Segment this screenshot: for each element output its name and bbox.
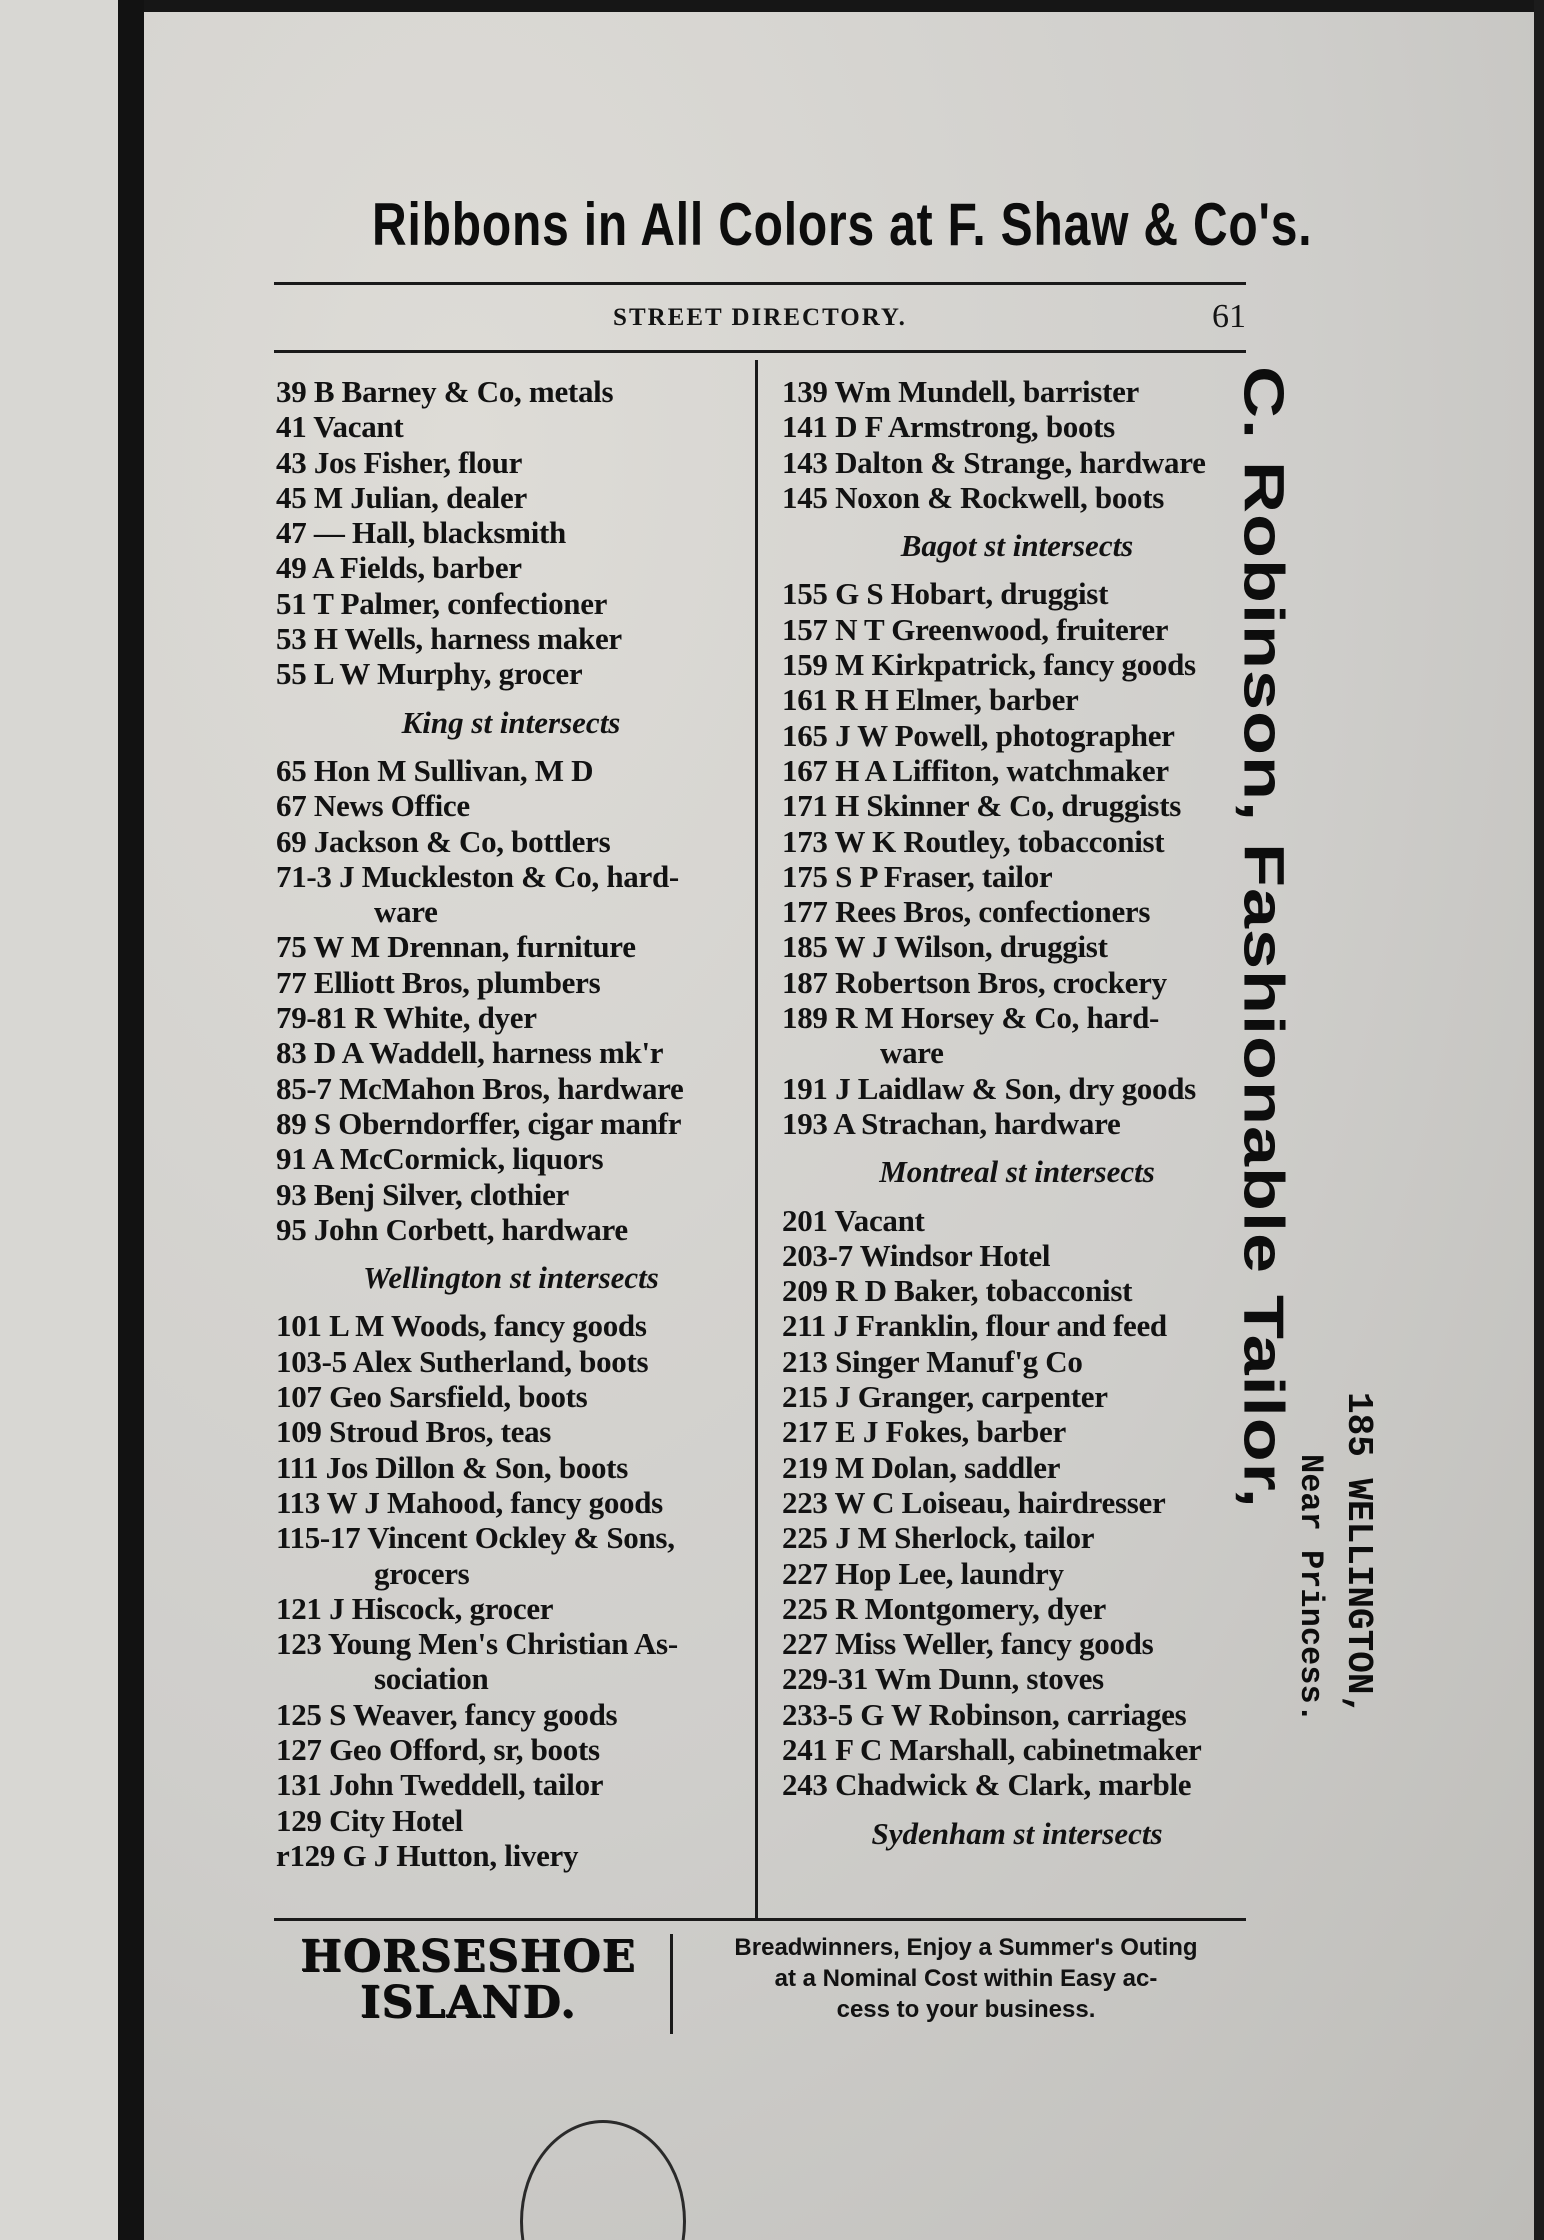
running-head-title: STREET DIRECTORY. [613, 304, 907, 331]
occupant: H Wells, harness maker [313, 621, 622, 657]
directory-entry [276, 1626, 746, 1661]
occupant: J Granger, carpenter [835, 1379, 1108, 1415]
occupant: W C Loiseau, hairdresser [834, 1484, 1166, 1520]
directory-entry [276, 621, 746, 656]
street-number: 223 [782, 1484, 828, 1520]
street-number: 103-5 [276, 1343, 347, 1379]
occupant: Jos Dillon & Son, boots [325, 1449, 628, 1485]
street-number: 43 [276, 444, 307, 480]
street-number: 241 [782, 1731, 828, 1767]
directory-entry [782, 929, 1252, 964]
banner-advertisement: Ribbons in All Colors at F. Shaw & Co's. [372, 191, 1313, 258]
directory-entry [782, 480, 1252, 515]
street-number: 111 [276, 1449, 319, 1485]
occupant: W K Routley, tobacconist [834, 823, 1165, 859]
occupant: Singer Manuf'g Co [835, 1343, 1083, 1379]
directory-entry [276, 1177, 746, 1212]
directory-entry [276, 409, 746, 444]
directory-entry [276, 374, 746, 409]
occupant: J Franklin, flour and feed [833, 1308, 1167, 1344]
directory-entry [276, 859, 746, 894]
street-number: 129 [276, 1802, 322, 1838]
directory-entry [276, 1414, 746, 1449]
directory-entry [782, 1697, 1252, 1732]
book-spine [118, 0, 144, 2240]
street-number: 201 [782, 1202, 828, 1238]
street-number: 109 [276, 1414, 322, 1450]
street-number: 51 [276, 585, 307, 621]
occupant: Hop Lee, laundry [835, 1555, 1064, 1591]
street-number: 47 [276, 515, 307, 551]
directory-entry [276, 1106, 746, 1141]
occupant: M Kirkpatrick, fancy goods [835, 647, 1196, 683]
street-number: 127 [276, 1731, 322, 1767]
occupant: H Skinner & Co, druggists [835, 788, 1181, 824]
street-number: 165 [782, 717, 828, 753]
street-number: 187 [782, 964, 828, 1000]
occupant: E J Fokes, barber [835, 1414, 1066, 1450]
occupant: H A Liffiton, watchmaker [835, 752, 1169, 788]
footer-advertisement [274, 1930, 1246, 2050]
heading-rule [274, 350, 1246, 353]
footer-logo-line1: HORSESHOE [300, 1931, 636, 1982]
directory-entry [276, 515, 746, 550]
directory-entry [276, 788, 746, 823]
street-number: 225 [782, 1590, 828, 1626]
street-number: 55 [276, 656, 307, 692]
directory-entry [276, 1697, 746, 1732]
occupant: A McCormick, liquors [312, 1141, 604, 1177]
street-number: 225 [782, 1520, 828, 1556]
directory-entry [782, 894, 1252, 929]
directory-entry [276, 1838, 746, 1873]
occupant: D F Armstrong, boots [835, 409, 1115, 445]
side-advertisement-address: 185 WELLINGTON, [1338, 1392, 1379, 1717]
occupant: W J Wilson, druggist [834, 929, 1108, 965]
street-number: 209 [782, 1273, 828, 1309]
street-number: 217 [782, 1414, 828, 1450]
occupant: Young Men's Christian As- [327, 1626, 678, 1662]
street-number: 227 [782, 1555, 828, 1591]
street-number: 39 [276, 374, 307, 409]
directory-entry [276, 753, 746, 788]
facing-page-edge [0, 0, 118, 2240]
directory-entry [276, 1450, 746, 1485]
entry-continuation: grocers [374, 1555, 470, 1591]
directory-entry [782, 788, 1252, 823]
occupant: R D Baker, tobacconist [835, 1273, 1133, 1309]
street-number: 115-17 [276, 1520, 361, 1556]
column-divider [755, 360, 758, 1920]
occupant: B Barney & Co, metals [313, 374, 614, 409]
occupant: Vincent Ockley & Sons, [367, 1520, 675, 1556]
occupant: R White, dyer [354, 1000, 537, 1036]
directory-entry [276, 929, 746, 964]
occupant: G J Hutton, livery [342, 1837, 579, 1873]
street-number: 107 [276, 1379, 322, 1415]
street-number: 143 [782, 444, 828, 480]
street-number: 167 [782, 752, 828, 788]
directory-entry [782, 1485, 1252, 1520]
occupant: A Strachan, hardware [833, 1105, 1121, 1141]
side-advertisement-address-line2: Near Princess. [1292, 1454, 1329, 1723]
directory-entry [276, 824, 746, 859]
directory-entry [782, 682, 1252, 717]
occupant: N T Greenwood, fruiterer [835, 611, 1169, 647]
directory-entry [276, 1141, 746, 1176]
occupant: J Laidlaw & Son, dry goods [835, 1070, 1196, 1106]
street-number: 139 [782, 374, 828, 409]
directory-entry [782, 1308, 1252, 1343]
occupant: John Corbett, hardware [313, 1211, 628, 1247]
occupant: Miss Weller, fancy goods [835, 1626, 1154, 1662]
occupant: — Hall, blacksmith [313, 515, 566, 551]
occupant: Robertson Bros, crockery [835, 964, 1167, 1000]
side-advertisement: C. Robinson, Fashionable Tailor, [1231, 366, 1295, 1509]
street-number: 155 [782, 576, 828, 612]
street-number: 125 [276, 1696, 322, 1732]
cross-street-heading: King st intersects [401, 704, 621, 740]
cross-street-heading: Wellington st intersects [363, 1260, 659, 1296]
street-number: 77 [276, 964, 307, 1000]
street-number: 101 [276, 1308, 322, 1344]
occupant: Stroud Bros, teas [329, 1414, 552, 1450]
directory-entry [276, 1212, 746, 1247]
street-number: 193 [782, 1105, 828, 1141]
street-number: 173 [782, 823, 828, 859]
occupant: S Weaver, fancy goods [329, 1696, 618, 1732]
street-number: 229-31 [782, 1661, 869, 1697]
street-number: 113 [276, 1484, 320, 1520]
footer-text [686, 1932, 1246, 2025]
directory-entry [782, 1071, 1252, 1106]
occupant: J M Sherlock, tailor [835, 1520, 1095, 1556]
occupant: M Julian, dealer [313, 479, 527, 515]
street-number: 93 [276, 1176, 307, 1212]
street-number: 161 [782, 682, 828, 718]
cross-street-heading: Montreal st intersects [879, 1154, 1155, 1190]
directory-entry [782, 859, 1252, 894]
cross-street-heading: Bagot st intersects [900, 528, 1134, 564]
directory-entry [782, 409, 1252, 444]
page-top-edge [144, 0, 1544, 12]
occupant: L W Murphy, grocer [313, 656, 583, 692]
right-column [782, 374, 1252, 1864]
left-column [276, 374, 746, 1873]
street-number: 211 [782, 1308, 826, 1344]
occupant: City Hotel [329, 1802, 463, 1838]
street-number: 219 [782, 1449, 828, 1485]
occupant: Wm Dunn, stoves [874, 1661, 1104, 1697]
directory-entry [782, 965, 1252, 1000]
street-number: 71-3 [276, 858, 332, 894]
occupant: Noxon & Rockwell, boots [835, 479, 1165, 515]
street-number: 157 [782, 611, 828, 647]
street-number: 123 [276, 1626, 322, 1662]
directory-entry [782, 1203, 1252, 1238]
directory-entry [276, 1732, 746, 1767]
directory-entry [276, 1379, 746, 1414]
occupant: Geo Sarsfield, boots [329, 1379, 588, 1415]
footer-text-line2: at a Nominal Cost within Easy ac- [774, 1965, 1158, 1992]
street-number: 79-81 [276, 1000, 347, 1036]
street-number: 177 [782, 894, 828, 930]
directory-entry [276, 1767, 746, 1802]
entry-continuation: ware [880, 1035, 944, 1071]
banner-rule [274, 282, 1246, 285]
street-number: 145 [782, 479, 828, 515]
occupant: Jos Fisher, flour [313, 444, 523, 480]
occupant: Vacant [313, 409, 404, 445]
occupant: Alex Sutherland, boots [352, 1343, 649, 1379]
directory-entry [782, 1238, 1252, 1273]
cross-street-heading: Sydenham st intersects [871, 1815, 1163, 1851]
running-head [274, 298, 1246, 342]
street-number: 85-7 [276, 1070, 332, 1106]
street-number: 171 [782, 788, 828, 824]
footer-divider [670, 1934, 673, 2034]
directory-entry [276, 1000, 746, 1035]
directory-entry [276, 1035, 746, 1070]
street-number: 67 [276, 788, 307, 824]
directory-entry [782, 824, 1252, 859]
directory-entry [782, 1344, 1252, 1379]
occupant: Geo Offord, sr, boots [329, 1731, 600, 1767]
footer-text-line3: cess to your business. [836, 1996, 1096, 2023]
page-right-edge [1534, 0, 1544, 2240]
street-number: 89 [276, 1105, 307, 1141]
street-number: 83 [276, 1035, 307, 1071]
directory-entry [782, 576, 1252, 611]
directory-entry [276, 1071, 746, 1106]
directory-entry [276, 550, 746, 585]
directory-entry [782, 1732, 1252, 1767]
occupant: R M Horsey & Co, hard- [835, 1000, 1160, 1036]
occupant: Rees Bros, confectioners [835, 894, 1151, 930]
occupant: John Tweddell, tailor [329, 1767, 604, 1803]
street-number: 69 [276, 823, 307, 859]
street-number: 213 [782, 1343, 828, 1379]
footer-logo [278, 1931, 658, 2028]
street-number: 215 [782, 1379, 828, 1415]
street-number: 121 [276, 1590, 322, 1626]
directory-entry [782, 374, 1252, 409]
street-number: 75 [276, 929, 307, 965]
directory-entry [782, 753, 1252, 788]
occupant: Hon M Sullivan, M D [313, 752, 594, 788]
occupant: M Dolan, saddler [835, 1449, 1061, 1485]
occupant: Wm Mundell, barrister [834, 374, 1140, 409]
occupant: Dalton & Strange, hardware [835, 444, 1206, 480]
directory-entry [782, 1106, 1252, 1141]
directory-entry [276, 480, 746, 515]
directory-entry [782, 1000, 1252, 1035]
directory-entry [276, 1520, 746, 1555]
directory-entry [276, 656, 746, 691]
occupant: R H Elmer, barber [835, 682, 1079, 718]
directory-entry [276, 1308, 746, 1343]
occupant: News Office [313, 788, 470, 824]
occupant: L M Woods, fancy goods [329, 1308, 647, 1344]
occupant: Windsor Hotel [859, 1237, 1051, 1273]
directory-entry [782, 1556, 1252, 1591]
occupant: G W Robinson, carriages [860, 1696, 1187, 1732]
directory-entry [782, 1591, 1252, 1626]
occupant: R Montgomery, dyer [835, 1590, 1107, 1626]
directory-entry [276, 1485, 746, 1520]
directory-entry [782, 1520, 1252, 1555]
street-number: r129 [276, 1837, 336, 1873]
occupant: J Muckleston & Co, hard- [339, 858, 679, 894]
street-number: 203-7 [782, 1237, 853, 1273]
directory-entry [782, 1661, 1252, 1696]
street-number: 243 [782, 1767, 828, 1803]
directory-entry [782, 1273, 1252, 1308]
occupant: J Hiscock, grocer [329, 1590, 554, 1626]
street-number: 227 [782, 1626, 828, 1662]
street-number: 131 [276, 1767, 322, 1803]
occupant: J W Powell, photographer [835, 717, 1175, 753]
directory-entry [782, 445, 1252, 480]
occupant: Chadwick & Clark, marble [835, 1767, 1192, 1803]
street-number: 45 [276, 479, 307, 515]
occupant: W M Drennan, furniture [313, 929, 636, 965]
occupant: T Palmer, confectioner [313, 585, 608, 621]
directory-entry [782, 718, 1252, 753]
street-number: 49 [276, 550, 307, 586]
occupant: McMahon Bros, hardware [339, 1070, 684, 1106]
directory-entry [276, 965, 746, 1000]
street-number: 95 [276, 1211, 307, 1247]
entry-continuation: ware [374, 894, 438, 930]
directory-entry [276, 445, 746, 480]
occupant: Benj Silver, clothier [313, 1176, 570, 1212]
street-number: 141 [782, 409, 828, 445]
directory-entry [276, 1591, 746, 1626]
street-number: 41 [276, 409, 307, 445]
directory-entry [276, 586, 746, 621]
directory-entry [276, 1803, 746, 1838]
pencil-mark [520, 2120, 686, 2240]
directory-entry [782, 1767, 1252, 1802]
occupant: Elliott Bros, plumbers [313, 964, 601, 1000]
street-number: 53 [276, 621, 307, 657]
occupant: G S Hobart, druggist [835, 576, 1109, 612]
directory-entry [782, 1379, 1252, 1414]
occupant: Vacant [834, 1202, 925, 1238]
occupant: D A Waddell, harness mk'r [313, 1035, 664, 1071]
street-number: 159 [782, 647, 828, 683]
directory-entry [782, 1450, 1252, 1485]
street-number: 189 [782, 1000, 828, 1036]
occupant: W J Mahood, fancy goods [326, 1484, 663, 1520]
occupant: Jackson & Co, bottlers [313, 823, 611, 859]
footer-rule [274, 1918, 1246, 1921]
occupant: S P Fraser, tailor [835, 858, 1053, 894]
footer-logo-line2: ISLAND. [359, 1977, 577, 2028]
occupant: F C Marshall, cabinetmaker [835, 1731, 1202, 1767]
footer-text-line1: Breadwinners, Enjoy a Summer's Outing [734, 1934, 1198, 1961]
street-number: 191 [782, 1070, 828, 1106]
directory-entry [782, 647, 1252, 682]
street-number: 65 [276, 752, 307, 788]
directory-entry [276, 1344, 746, 1379]
street-number: 175 [782, 858, 828, 894]
directory-entry [782, 1626, 1252, 1661]
street-number: 185 [782, 929, 828, 965]
street-number: 233-5 [782, 1696, 853, 1732]
occupant: A Fields, barber [312, 550, 522, 586]
page-number: 61 [1212, 298, 1246, 335]
street-number: 91 [276, 1141, 307, 1177]
directory-entry [782, 612, 1252, 647]
occupant: S Oberndorffer, cigar manfr [313, 1105, 682, 1141]
directory-entry [782, 1414, 1252, 1449]
entry-continuation: sociation [374, 1661, 489, 1697]
